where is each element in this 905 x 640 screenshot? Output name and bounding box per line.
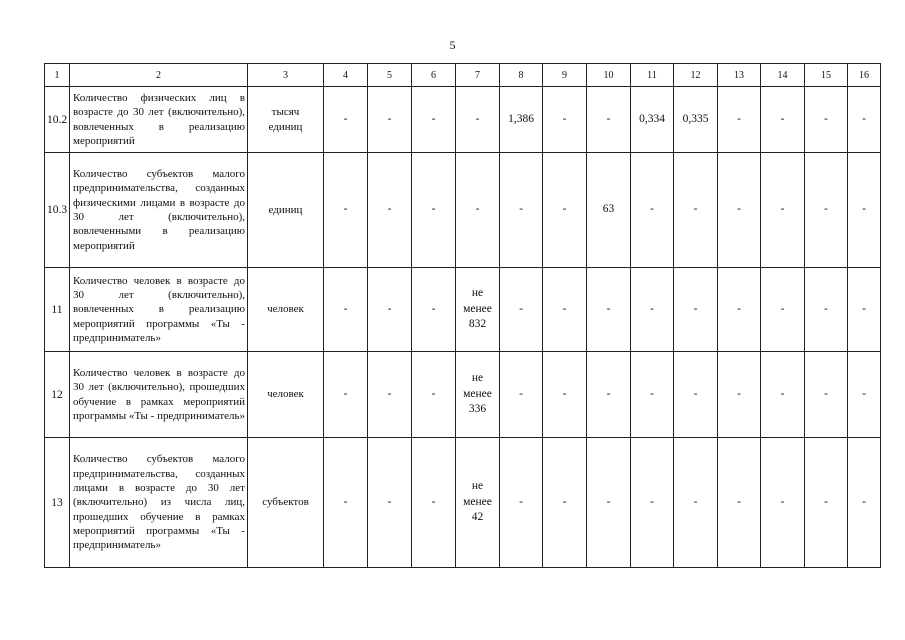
value-cell-col-4	[324, 153, 368, 268]
unit-line: субъектов	[262, 496, 309, 509]
value-text: 832	[468, 318, 487, 331]
value-cell-col-10	[587, 352, 631, 438]
indicator-description: Количество субъектов малого предпринимательства, созданных лицами в возрасте до 30 лет (включительно) из числа лиц, прошедших обучение в рамках мероприятий программы «Ты - предприниматель»	[70, 438, 248, 568]
value-text: -	[780, 302, 785, 315]
unit-line: единиц	[268, 203, 303, 216]
value-cell-col-13	[718, 87, 761, 153]
value-text: -	[519, 495, 523, 508]
value-cell-col-8	[500, 153, 543, 268]
value-cell-col-4	[324, 87, 368, 153]
value-text: -	[387, 112, 392, 125]
value-text: -	[387, 495, 392, 508]
column-header-4: 4	[324, 64, 368, 87]
value-cell-col-6	[412, 268, 456, 352]
value-text: -	[431, 203, 436, 216]
value-text: -	[824, 112, 828, 125]
value-text: -	[737, 387, 741, 400]
value-cell-col-5	[368, 438, 412, 568]
value-text: -	[693, 387, 698, 400]
column-header-7: 7	[456, 64, 500, 87]
value-text: -	[862, 203, 866, 216]
value-text: -	[519, 203, 523, 216]
value-text: -	[650, 302, 654, 315]
value-cell-col-8	[500, 352, 543, 438]
value-text: -	[650, 495, 654, 508]
value-text: -	[780, 387, 785, 400]
value-text: не	[471, 287, 484, 300]
row-number: 13	[45, 438, 70, 568]
unit-of-measure	[248, 153, 324, 268]
value-cell-col-8	[500, 438, 543, 568]
column-header-11: 11	[631, 64, 674, 87]
table-body	[45, 87, 881, 568]
value-text: менее	[463, 387, 492, 400]
value-cell-col-5	[368, 352, 412, 438]
value-cell-col-13	[718, 438, 761, 568]
value-text: -	[650, 203, 654, 216]
unit-of-measure	[248, 438, 324, 568]
value-text: -	[562, 495, 567, 508]
column-header-10: 10	[587, 64, 631, 87]
value-text: -	[606, 112, 611, 125]
table-row	[45, 87, 881, 153]
value-cell-col-13	[718, 268, 761, 352]
value-text: -	[737, 495, 741, 508]
value-text: -	[693, 203, 698, 216]
value-cell-col-6	[412, 352, 456, 438]
value-text: -	[343, 302, 348, 315]
value-text: 1,386	[508, 112, 534, 125]
value-text: -	[862, 302, 866, 315]
value-cell-col-6	[412, 438, 456, 568]
column-header-13: 13	[718, 64, 761, 87]
column-header-15: 15	[805, 64, 848, 87]
value-text: -	[519, 387, 523, 400]
unit-of-measure	[248, 87, 324, 153]
value-cell-col-12	[674, 268, 718, 352]
value-text: -	[693, 495, 698, 508]
value-text: -	[737, 302, 741, 315]
value-cell-col-10	[587, 268, 631, 352]
column-header-16: 16	[848, 64, 881, 87]
value-cell-col-11	[631, 352, 674, 438]
value-cell-col-13	[718, 352, 761, 438]
table-row	[45, 438, 881, 568]
column-header-9: 9	[543, 64, 587, 87]
value-text: -	[387, 302, 392, 315]
page-number: 5	[449, 38, 456, 52]
value-cell-col-6	[412, 87, 456, 153]
value-cell-col-14	[761, 268, 805, 352]
value-cell-col-4	[324, 438, 368, 568]
value-cell-col-5	[368, 87, 412, 153]
value-text: -	[824, 495, 828, 508]
value-cell-col-11	[631, 438, 674, 568]
value-cell-col-9	[543, 438, 587, 568]
value-cell-col-7	[456, 153, 500, 268]
value-text: -	[343, 112, 348, 125]
value-cell-col-11	[631, 153, 674, 268]
value-cell-col-9	[543, 268, 587, 352]
value-cell-col-11	[631, 268, 674, 352]
value-cell-col-12	[674, 438, 718, 568]
value-cell-col-7	[456, 352, 500, 438]
value-cell-col-12	[674, 153, 718, 268]
value-text: -	[824, 203, 828, 216]
table-row	[45, 268, 881, 352]
unit-of-measure	[248, 352, 324, 438]
value-cell-col-7	[456, 268, 500, 352]
column-header-14: 14	[761, 64, 805, 87]
value-text: -	[387, 387, 392, 400]
value-cell-col-10	[587, 153, 631, 268]
value-cell-col-12	[674, 87, 718, 153]
column-header-8: 8	[500, 64, 543, 87]
value-cell-col-8	[500, 268, 543, 352]
value-text: 0,335	[682, 112, 709, 125]
value-cell-col-10	[587, 438, 631, 568]
unit-line: человек	[267, 388, 304, 401]
value-cell-col-14	[761, 438, 805, 568]
row-number: 12	[45, 352, 70, 438]
value-cell-col-9	[543, 153, 587, 268]
value-cell-col-4	[324, 352, 368, 438]
value-cell-col-15	[805, 438, 848, 568]
value-text: -	[562, 203, 567, 216]
value-text: 42	[471, 511, 484, 524]
value-text: -	[431, 112, 436, 125]
value-text: -	[343, 203, 348, 216]
value-text: -	[780, 112, 785, 125]
unit-line: тысяч	[271, 105, 300, 118]
value-text: -	[562, 302, 567, 315]
value-text: -	[780, 495, 785, 508]
value-text: не	[471, 372, 484, 385]
value-text: -	[431, 387, 436, 400]
header-row	[45, 64, 881, 87]
value-cell-col-15	[805, 87, 848, 153]
value-cell-col-14	[761, 87, 805, 153]
value-text: -	[606, 387, 611, 400]
column-header-3: 3	[248, 64, 324, 87]
value-cell-col-5	[368, 268, 412, 352]
value-cell-col-12	[674, 352, 718, 438]
column-header-5: 5	[368, 64, 412, 87]
value-text: -	[562, 387, 567, 400]
value-text: -	[343, 387, 348, 400]
value-text: -	[824, 302, 828, 315]
value-text: -	[519, 302, 523, 315]
value-text: -	[475, 112, 480, 125]
row-number: 10.2	[45, 87, 70, 153]
value-text: менее	[463, 495, 492, 508]
value-cell-col-9	[543, 352, 587, 438]
indicator-description: Количество субъектов малого предпринимательства, созданных физическими лицами в возрасте до 30 лет (включительно), вовлеченными в реализацию мероприятий	[70, 153, 248, 268]
indicator-description: Количество человек в возрасте до 30 лет (включительно), прошедших обучение в рамках мероприятий программы «Ты - предприниматель»	[70, 352, 248, 438]
unit-line: единиц	[268, 120, 303, 133]
value-cell-col-5	[368, 153, 412, 268]
value-cell-col-9	[543, 87, 587, 153]
value-cell-col-11	[631, 87, 674, 153]
value-cell-col-14	[761, 153, 805, 268]
value-text: 336	[468, 403, 487, 416]
value-cell-col-8	[500, 87, 543, 153]
column-header-2: 2	[70, 64, 248, 87]
value-cell-col-4	[324, 268, 368, 352]
indicator-description: Количество человек в возрасте до 30 лет (включительно), вовлеченных в реализацию мероприятий программы «Ты - предприниматель»	[70, 268, 248, 352]
value-text: 63	[602, 203, 615, 216]
value-cell-col-7	[456, 438, 500, 568]
column-header-6: 6	[412, 64, 456, 87]
value-cell-col-16	[848, 153, 881, 268]
value-cell-col-15	[805, 153, 848, 268]
value-cell-col-13	[718, 153, 761, 268]
value-cell-col-7	[456, 87, 500, 153]
table-row	[45, 153, 881, 268]
unit-of-measure	[248, 268, 324, 352]
value-text: -	[737, 203, 741, 216]
column-header-1: 1	[45, 64, 70, 87]
value-cell-col-16	[848, 268, 881, 352]
value-cell-col-15	[805, 268, 848, 352]
column-header-12: 12	[674, 64, 718, 87]
value-text: -	[475, 203, 480, 216]
row-number: 10.3	[45, 153, 70, 268]
value-cell-col-16	[848, 87, 881, 153]
value-text: -	[431, 302, 436, 315]
value-text: -	[650, 387, 654, 400]
value-text: -	[824, 387, 828, 400]
value-text: -	[737, 112, 741, 125]
value-cell-col-6	[412, 153, 456, 268]
unit-line: человек	[267, 303, 304, 316]
value-text: -	[562, 112, 567, 125]
indicator-description: Количество физических лиц в возрасте до 30 лет (включительно), вовлеченных в реализацию мероприятий	[70, 87, 248, 153]
table-row	[45, 352, 881, 438]
value-text: -	[693, 302, 698, 315]
value-text: -	[606, 495, 611, 508]
value-text: -	[606, 302, 611, 315]
value-text: менее	[463, 302, 492, 315]
row-number: 11	[45, 268, 70, 352]
value-text: -	[862, 495, 866, 508]
value-cell-col-16	[848, 352, 881, 438]
value-cell-col-15	[805, 352, 848, 438]
value-text: -	[343, 495, 348, 508]
value-text: 0,334	[639, 112, 665, 125]
value-cell-col-10	[587, 87, 631, 153]
value-text: -	[862, 387, 866, 400]
value-cell-col-16	[848, 438, 881, 568]
value-text: -	[862, 112, 866, 125]
value-text: не	[471, 480, 484, 493]
value-text: -	[780, 203, 785, 216]
value-text: -	[387, 203, 392, 216]
value-text: -	[431, 495, 436, 508]
value-cell-col-14	[761, 352, 805, 438]
indicators-table	[44, 63, 881, 568]
